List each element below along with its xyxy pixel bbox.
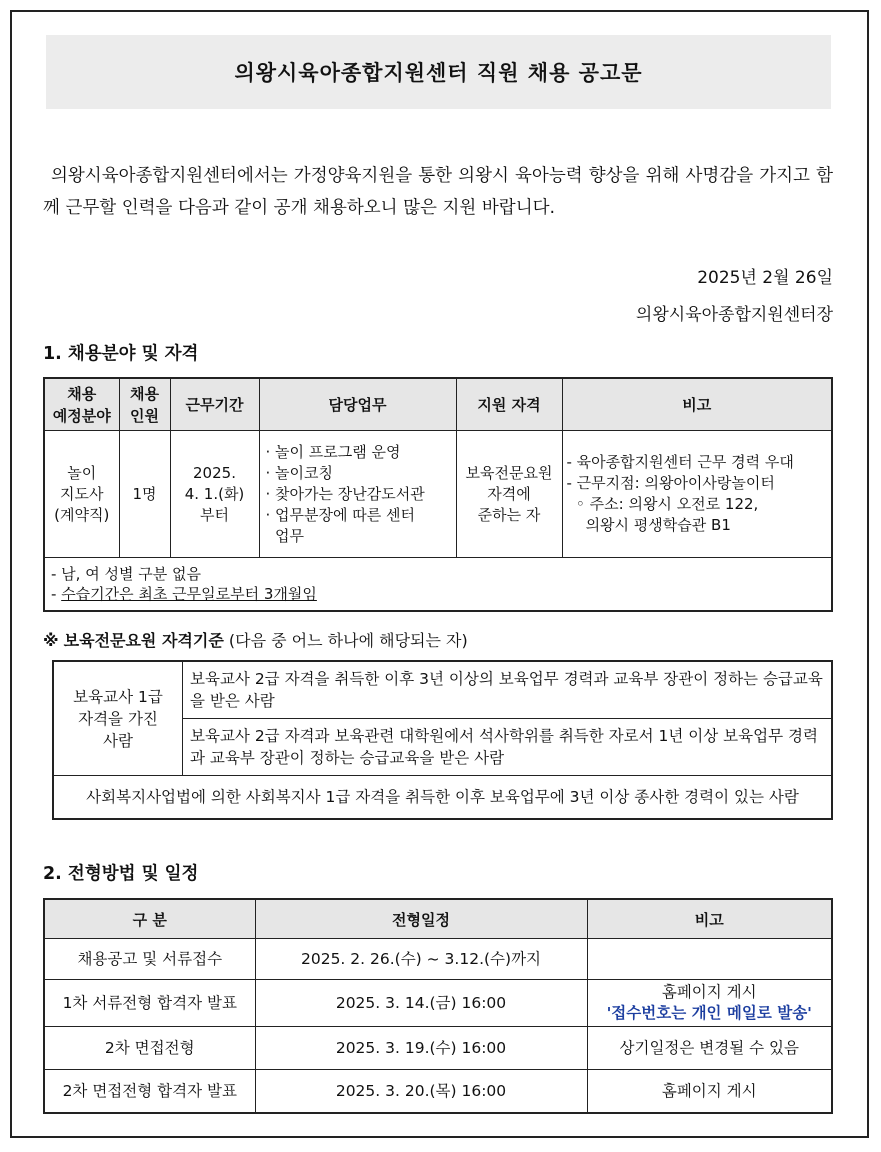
announcement-date: 2025년 2월 26일	[697, 268, 833, 288]
note-item: 의왕시 평생학습관 B1	[566, 516, 731, 534]
title-banner	[46, 35, 831, 109]
footnote-cell	[44, 558, 832, 612]
header-notes: 비고	[562, 378, 832, 431]
table-row	[44, 431, 832, 558]
page-title: 의왕시육아종합지원센터 직원 채용 공고문	[234, 61, 643, 85]
header-count: 채용 인원	[119, 378, 170, 431]
table-row	[44, 980, 832, 1027]
criteria-table	[52, 660, 833, 820]
cell-remark	[587, 939, 832, 980]
criteria-other: 사회복지사업법에 의한 사회복지사 1급 자격을 취득한 이후 보육업무에 3년 이상 종사한 경력이 있는 사람	[53, 776, 832, 820]
cell-period: 2025. 4. 1.(화) 부터	[170, 431, 259, 558]
issuer-name: 의왕시육아종합지원센터장	[635, 305, 833, 325]
remark-line: 홈페이지 게시	[661, 983, 757, 1001]
header-remark: 비고	[587, 899, 832, 939]
cell-stage: 2차 면접전형	[44, 1027, 255, 1070]
cell-stage: 1차 서류전형 합격자 발표	[44, 980, 255, 1027]
cell-notes	[562, 431, 832, 558]
cell-schedule: 2025. 3. 14.(금) 16:00	[255, 980, 587, 1027]
criteria-item: 보육교사 2급 자격을 취득한 이후 3년 이상의 보육업무 경력과 교육부 장관이 정하는 승급교육을 받은 사람	[183, 661, 833, 719]
header-qualification: 지원 자격	[456, 378, 562, 431]
cell-remark	[587, 980, 832, 1027]
section1-title: 1. 채용분야 및 자격	[43, 344, 199, 364]
schedule-table	[43, 898, 833, 1114]
table-row	[44, 939, 832, 980]
table-row	[44, 1070, 832, 1114]
cell-qualification: 보육전문요원 자격에 준하는 자	[456, 431, 562, 558]
cell-schedule: 2025. 2. 26.(수) ~ 3.12.(수)까지	[255, 939, 587, 980]
cell-remark: 상기일정은 변경될 수 있음	[587, 1027, 832, 1070]
cell-stage: 채용공고 및 서류접수	[44, 939, 255, 980]
remark-highlight: '접수번호는 개인 메일로 발송'	[606, 1004, 812, 1022]
cell-schedule: 2025. 3. 19.(수) 16:00	[255, 1027, 587, 1070]
table-header-row	[44, 899, 832, 939]
criteria-item: 보육교사 2급 자격과 보육관련 대학원에서 석사학위를 취득한 자로서 1년 이상 보육업무 경력과 교육부 장관이 정하는 승급교육을 받은 사람	[183, 719, 833, 776]
cell-field: 놀이 지도사 (계약직)	[44, 431, 119, 558]
footnote-gender: - 남, 여 성별 구분 없음	[51, 565, 201, 583]
note-item: - 근무지점: 의왕아이사랑놀이터	[566, 474, 775, 492]
cell-count: 1명	[119, 431, 170, 558]
cell-remark: 홈페이지 게시	[587, 1070, 832, 1114]
header-period: 근무기간	[170, 378, 259, 431]
duty-item: · 놀이 프로그램 운영	[265, 442, 401, 461]
table-row	[44, 1027, 832, 1070]
cell-schedule: 2025. 3. 20.(목) 16:00	[255, 1070, 587, 1114]
duty-item: · 업무분장에 따른 센터 업무	[265, 505, 415, 545]
duty-item: · 찾아가는 장난감도서관	[265, 484, 425, 503]
table-row	[53, 661, 832, 719]
table-header-row	[44, 378, 832, 431]
duty-item: · 놀이코칭	[265, 463, 333, 482]
cell-duties	[259, 431, 456, 558]
criteria-group-label: 보육교사 1급 자격을 가진 사람	[53, 661, 183, 776]
criteria-title: ※ 보육전문요원 자격기준 (다음 중 어느 하나에 해당되는 자)	[43, 631, 468, 650]
header-field: 채용 예정분야	[44, 378, 119, 431]
footnote-probation: - 수습기간은 최초 근무일로부터 3개월임	[51, 585, 317, 603]
note-item: ◦ 주소: 의왕시 오전로 122,	[566, 495, 759, 513]
header-duties: 담당업무	[259, 378, 456, 431]
table-row	[53, 776, 832, 820]
note-item: - 육아종합지원센터 근무 경력 우대	[566, 453, 794, 471]
recruitment-table	[43, 377, 833, 612]
section2-title: 2. 전형방법 및 일정	[43, 864, 199, 884]
header-stage: 구 분	[44, 899, 255, 939]
header-schedule: 전형일정	[255, 899, 587, 939]
cell-stage: 2차 면접전형 합격자 발표	[44, 1070, 255, 1114]
intro-paragraph: 의왕시육아종합지원센터에서는 가정양육지원을 통한 의왕시 육아능력 향상을 위해 사명감을 가지고 함께 근무할 인력을 다음과 같이 공개 채용하오니 많은 지원 바랍니다.	[43, 166, 833, 218]
table-footnote-row	[44, 558, 832, 612]
